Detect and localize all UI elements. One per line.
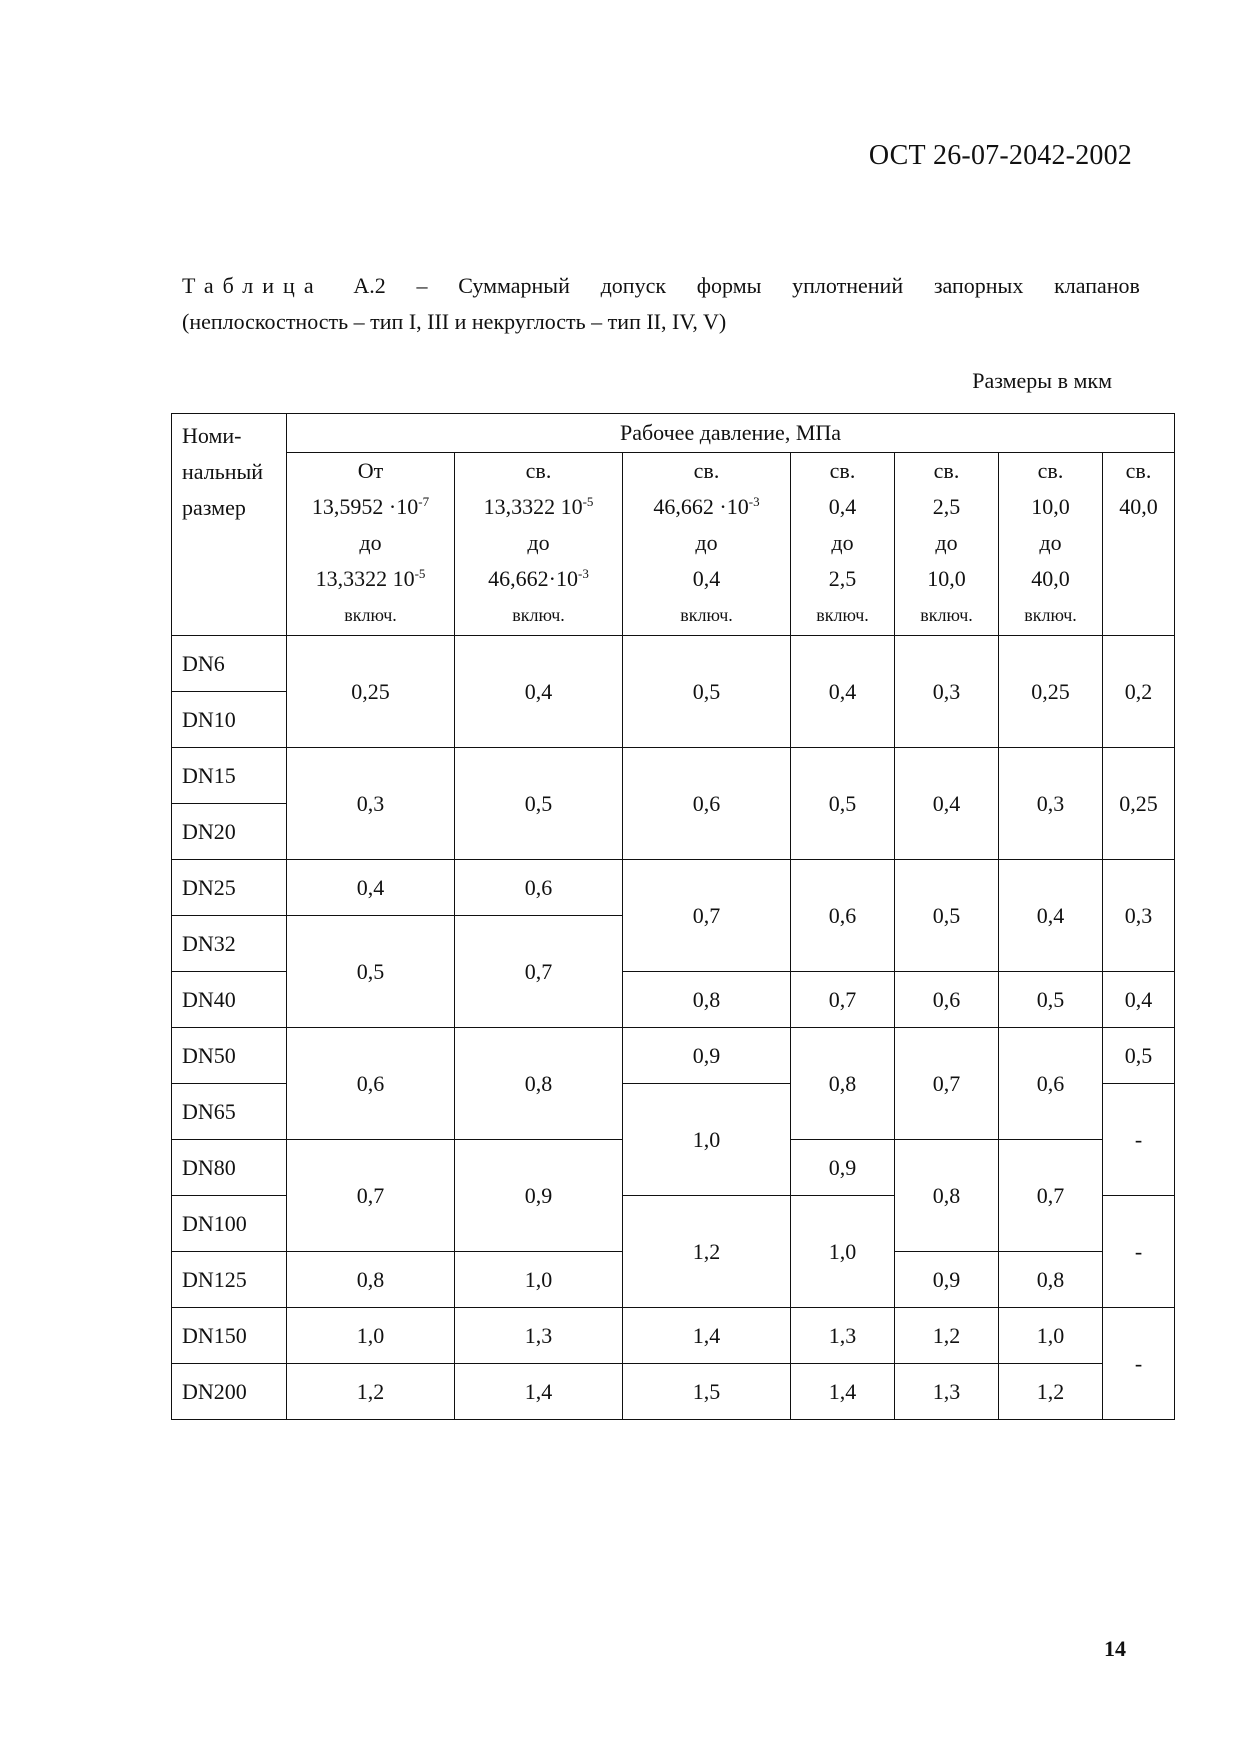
table-cell: 1,5 [623,1364,791,1420]
table-cell: 0,5 [895,860,999,972]
table-row [172,1364,1175,1420]
pressure-column-header [455,453,623,636]
range-lower-base: 13,3322 10 [483,494,583,519]
table-row [172,860,1175,916]
range-from: От [357,458,384,483]
row-label: DN200 [172,1364,287,1420]
document-code: ОСТ 26-07-2042-2002 [868,140,1132,171]
table-row [172,1308,1175,1364]
nominal-size-header [172,414,287,636]
table-cell: - [1103,1196,1175,1308]
table-cell: 0,8 [791,1028,895,1140]
range-lower [895,489,998,525]
table-cell: 0,6 [791,860,895,972]
table-cell: 0,3 [895,636,999,748]
range-lower [287,489,454,525]
row-label: DN80 [172,1140,287,1196]
table-cell: 0,25 [1103,748,1175,860]
range-to: до [935,530,958,555]
table-cell: 0,6 [623,748,791,860]
caption-word: допуск [600,273,667,298]
caption-label: Таблица [182,273,323,298]
row-label: DN40 [172,972,287,1028]
caption-word: запорных [933,273,1024,298]
range-lower-base: 13,5952 ·10 [311,494,419,519]
table-cell: 0,2 [1103,636,1175,748]
table-cell: 0,4 [791,636,895,748]
caption-line-2: (неплоскостность – тип I, III и некруглость – тип II, IV, V) [182,309,727,334]
table-cell: 0,7 [287,1140,455,1252]
range-upper [287,561,454,597]
caption-dash: – [416,273,428,298]
pressure-column-header [895,453,999,636]
nominal-header-line: размер [182,495,246,520]
table-cell: 0,6 [999,1028,1103,1140]
table-cell: 0,7 [623,860,791,972]
range-upper-base: 2,5 [828,566,857,591]
table-cell: 0,3 [287,748,455,860]
range-from: св. [933,458,960,483]
range-upper-base: 10,0 [927,566,966,591]
table-cell: 0,8 [999,1252,1103,1308]
range-from: св. [525,458,552,483]
table-cell: 1,3 [455,1308,623,1364]
table-cell: 0,25 [999,636,1103,748]
pressure-column-header [287,453,455,636]
row-label: DN125 [172,1252,287,1308]
table-cell: 1,2 [287,1364,455,1420]
range-upper-exponent: -5 [414,566,426,581]
range-lower-exponent: -3 [748,494,760,509]
table-cell: 0,7 [455,916,623,1028]
table-cell: 0,5 [1103,1028,1175,1084]
table-cell: 0,8 [287,1252,455,1308]
range-lower-base: 40,0 [1119,494,1158,519]
table-cell: 1,0 [287,1308,455,1364]
table-cell: 0,6 [287,1028,455,1140]
table-cell: 1,2 [895,1308,999,1364]
header-row-2 [172,453,1175,636]
range-inclusive: включ. [1024,605,1077,625]
range-lower [455,489,622,525]
range-upper-base: 13,3322 10 [315,566,415,591]
page-number: 14 [1104,1636,1126,1661]
range-inclusive: включ. [920,605,973,625]
table-cell: 1,4 [791,1364,895,1420]
table-cell: 0,6 [895,972,999,1028]
range-inclusive: включ. [680,605,733,625]
table-cell: 0,5 [999,972,1103,1028]
table-cell: 0,6 [455,860,623,916]
table-cell: 0,4 [455,636,623,748]
range-from: св. [1125,458,1152,483]
table-row [172,748,1175,804]
table-cell: 1,4 [455,1364,623,1420]
pressure-column-header [791,453,895,636]
table-cell: 0,4 [1103,972,1175,1028]
nominal-header-line: нальный [182,459,264,484]
table-cell: 0,8 [895,1140,999,1252]
range-upper [791,561,894,597]
table-cell: - [1103,1308,1175,1420]
table-cell: 0,7 [999,1140,1103,1252]
table-cell: 0,9 [895,1252,999,1308]
range-to: до [527,530,550,555]
table-row [172,1028,1175,1084]
table-cell: 0,5 [287,916,455,1028]
range-lower-base: 0,4 [828,494,857,519]
table-cell: 1,4 [623,1308,791,1364]
table-cell: 0,5 [455,748,623,860]
table-cell: 0,7 [895,1028,999,1140]
table-cell: 0,8 [455,1028,623,1140]
range-upper-base: 0,4 [692,566,721,591]
table-cell: 1,3 [895,1364,999,1420]
pressure-column-header [999,453,1103,636]
caption-word: клапанов [1054,273,1140,298]
table-cell: 0,4 [999,860,1103,972]
range-upper [455,561,622,597]
caption-line-1 [182,268,1140,304]
table-cell: 0,9 [623,1028,791,1084]
row-label: DN150 [172,1308,287,1364]
range-to: до [695,530,718,555]
table-cell: 0,9 [791,1140,895,1196]
table-cell: 0,5 [791,748,895,860]
caption-word: формы [696,273,762,298]
range-lower-exponent: -5 [582,494,594,509]
pressure-column-header [623,453,791,636]
range-lower [1103,489,1174,525]
table-cell: 1,0 [623,1084,791,1196]
table-cell: 0,4 [287,860,455,916]
header-row-1 [172,414,1175,453]
range-lower-base: 46,662 ·10 [653,494,749,519]
range-inclusive: включ. [344,605,397,625]
range-to: до [831,530,854,555]
range-from: св. [693,458,720,483]
table-cell: 1,2 [623,1196,791,1308]
range-inclusive: включ. [816,605,869,625]
range-upper [999,561,1102,597]
table-cell: 1,0 [455,1252,623,1308]
table-cell: 0,25 [287,636,455,748]
caption-word: Суммарный [458,273,570,298]
table-cell: 1,3 [791,1308,895,1364]
row-label: DN100 [172,1196,287,1252]
row-label: DN6 [172,636,287,692]
range-inclusive: включ. [512,605,565,625]
range-upper-base: 46,662·10 [488,566,578,591]
units-note: Размеры в мкм [972,368,1112,393]
row-label: DN20 [172,804,287,860]
caption-number: А.2 [353,273,386,298]
table-cell: 0,9 [455,1140,623,1252]
range-lower [623,489,790,525]
range-upper [895,561,998,597]
row-label: DN10 [172,692,287,748]
table-cell: 1,0 [999,1308,1103,1364]
range-lower-base: 2,5 [932,494,961,519]
range-from: св. [829,458,856,483]
table-cell: - [1103,1084,1175,1196]
range-upper-base: 40,0 [1031,566,1070,591]
row-label: DN50 [172,1028,287,1084]
range-lower [999,489,1102,525]
pressure-header: Рабочее давление, МПа [287,414,1175,453]
table-cell: 0,7 [791,972,895,1028]
table-row [172,636,1175,692]
table-cell: 0,4 [895,748,999,860]
range-upper [623,561,790,597]
table-cell: 1,2 [999,1364,1103,1420]
table-cell: 0,3 [999,748,1103,860]
tolerance-table [171,413,1175,1420]
table-cell: 1,0 [791,1196,895,1308]
range-from: св. [1037,458,1064,483]
row-label: DN32 [172,916,287,972]
range-lower-base: 10,0 [1031,494,1070,519]
table-cell: 0,3 [1103,860,1175,972]
row-label: DN65 [172,1084,287,1140]
caption-word: уплотнений [792,273,904,298]
table-cell: 0,8 [623,972,791,1028]
table-caption [182,268,1140,340]
range-to: до [1039,530,1062,555]
row-label: DN25 [172,860,287,916]
range-to: до [359,530,382,555]
row-label: DN15 [172,748,287,804]
nominal-header-line: Номи- [182,423,242,448]
range-lower [791,489,894,525]
table-cell: 0,5 [623,636,791,748]
pressure-column-header [1103,453,1175,636]
range-lower-exponent: -7 [418,494,430,509]
range-upper-exponent: -3 [577,566,589,581]
